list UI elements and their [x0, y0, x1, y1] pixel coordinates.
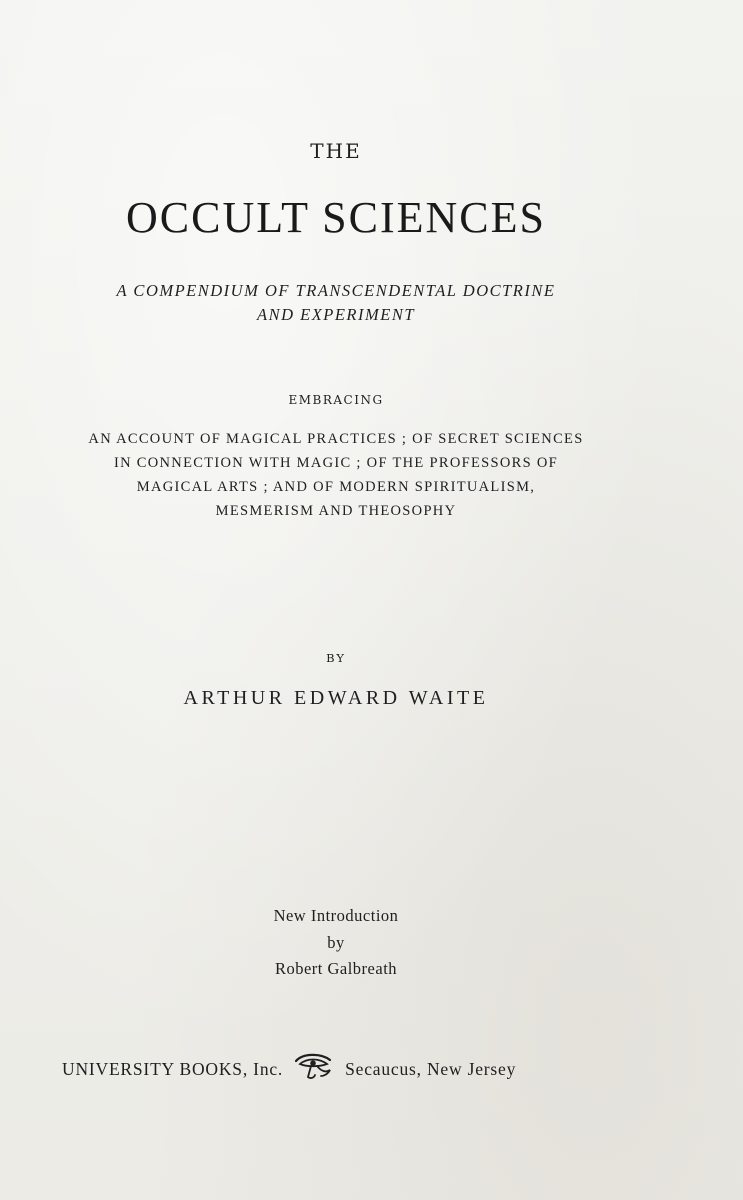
description-line-4: MESMERISM AND THEOSOPHY: [215, 503, 457, 519]
introduction-credit: [0, 903, 672, 983]
introduction-line-1: New Introduction: [273, 906, 399, 925]
introduction-line-3: Robert Galbreath: [274, 959, 398, 978]
embracing-label: EMBRACING: [288, 393, 384, 407]
publisher-location: Secaucus, New Jersey: [345, 1058, 517, 1079]
book-subtitle: [0, 279, 672, 327]
eye-of-horus-icon: [293, 1052, 333, 1080]
publisher-name: UNIVERSITY BOOKS, Inc.: [62, 1058, 284, 1079]
description-line-1: AN ACCOUNT OF MAGICAL PRACTICES ; OF SECRET SCIENCES: [88, 431, 584, 447]
by-label: BY: [326, 651, 346, 665]
title-article: THE: [310, 139, 362, 163]
description-line-2: IN CONNECTION WITH MAGIC ; OF THE PROFESSORS OF: [113, 455, 559, 471]
author-name: ARTHUR EDWARD WAITE: [183, 687, 489, 709]
introduction-line-2: by: [327, 932, 345, 952]
subtitle-line-1: A COMPENDIUM OF TRANSCENDENTAL DOCTRINE: [116, 281, 556, 300]
book-title: OCCULT SCIENCES: [126, 193, 546, 242]
description-line-3: MAGICAL ARTS ; AND OF MODERN SPIRITUALISM,: [136, 479, 536, 495]
publisher-imprint: [62, 1058, 622, 1080]
contents-description: [0, 427, 672, 523]
subtitle-line-2: AND EXPERIMENT: [256, 305, 416, 324]
